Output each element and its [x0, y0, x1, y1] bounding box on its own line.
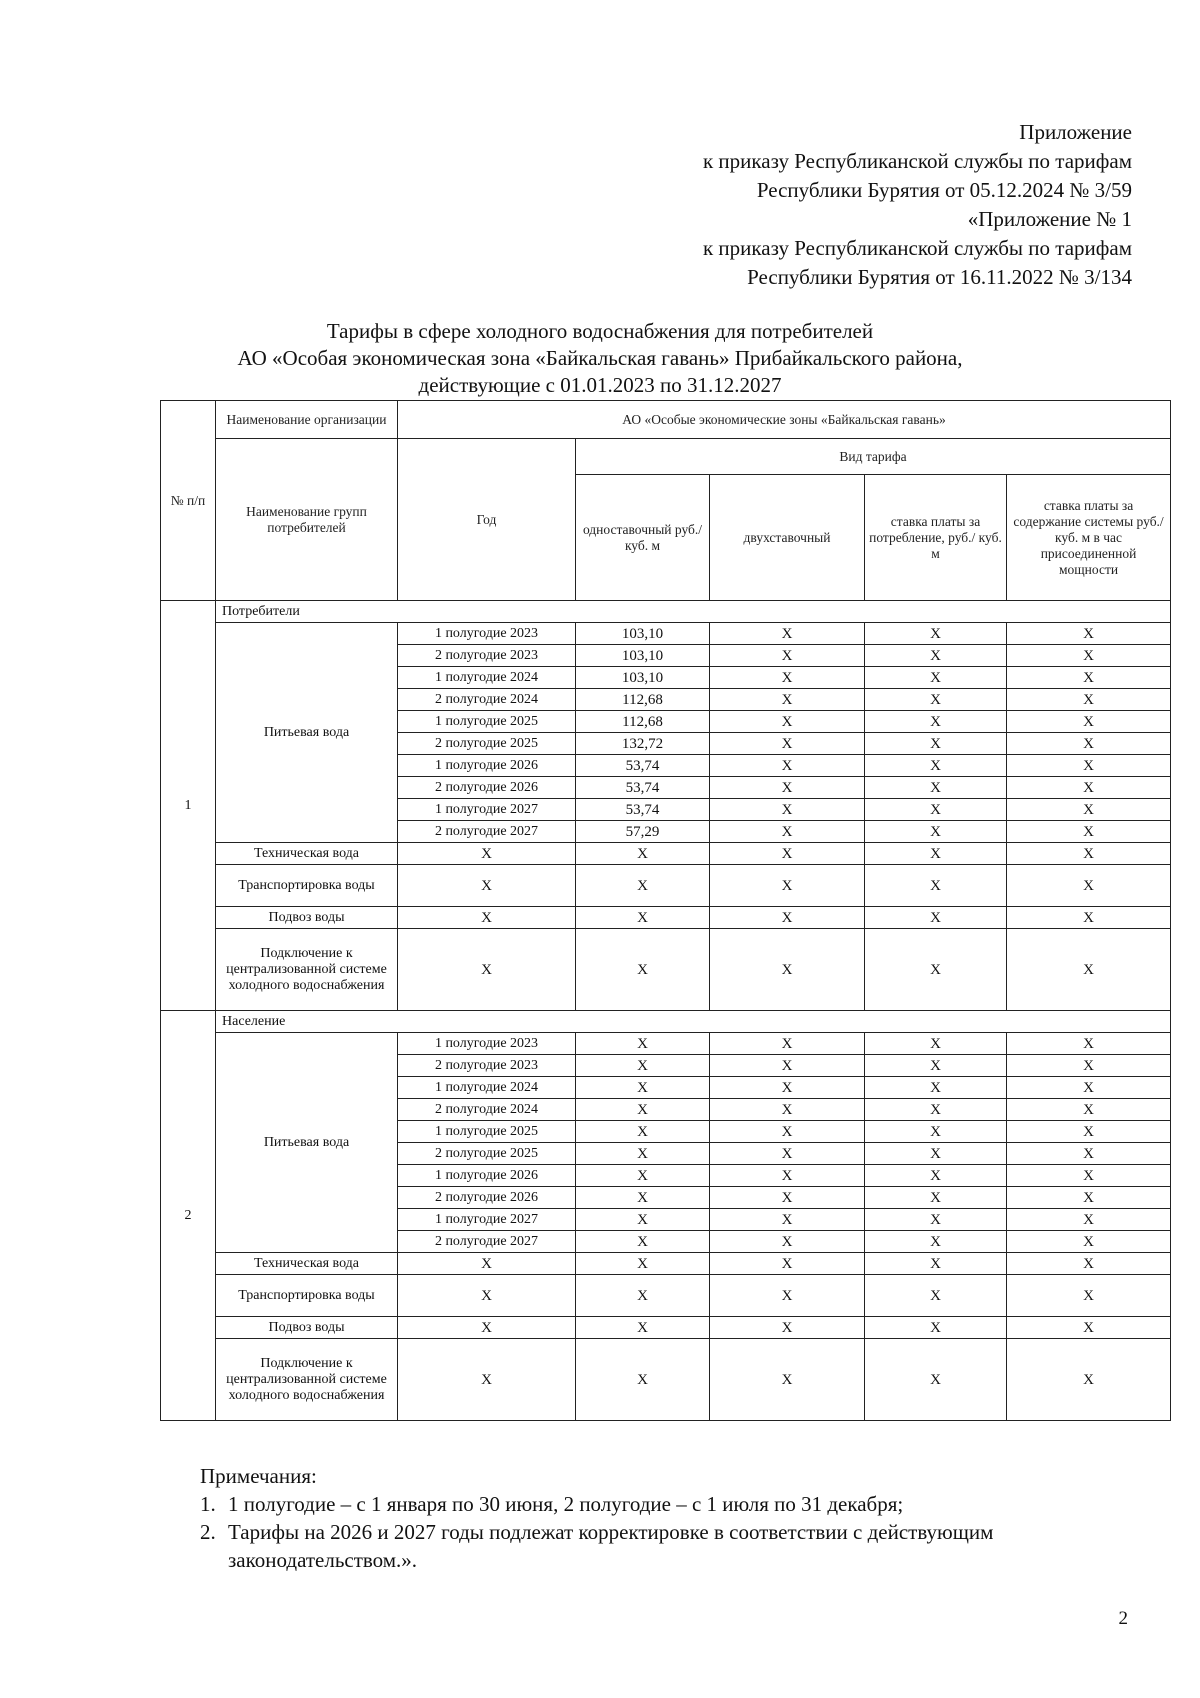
value-cell: X — [865, 1033, 1007, 1055]
value-cell: X — [710, 1275, 865, 1317]
value-cell: X — [865, 1187, 1007, 1209]
section-number: 2 — [161, 1011, 216, 1421]
value-cell: X — [576, 929, 710, 1011]
section-row — [161, 601, 1171, 623]
value-cell: X — [865, 1231, 1007, 1253]
note-number: 2. — [200, 1520, 216, 1544]
table-row — [161, 1317, 1171, 1339]
value-cell: X — [1007, 777, 1171, 799]
tariff-table — [160, 400, 1171, 1421]
value-cell: 112,68 — [576, 689, 710, 711]
value-cell: X — [576, 1231, 710, 1253]
note-item — [200, 1490, 1178, 1518]
value-cell: X — [576, 843, 710, 865]
col-groups-header: Наименование групп потребителей — [216, 439, 398, 601]
col-tariff-header: ставка платы за содержание системы руб./куб. м в час присоединенной мощности — [1007, 475, 1171, 601]
value-cell: X — [576, 1209, 710, 1231]
value-cell: X — [865, 1339, 1007, 1421]
period-cell: 1 полугодие 2027 — [398, 1209, 576, 1231]
value-cell: X — [710, 1253, 865, 1275]
value-cell: X — [1007, 711, 1171, 733]
period-cell: 2 полугодие 2023 — [398, 1055, 576, 1077]
value-cell: X — [1007, 1121, 1171, 1143]
group-name-cell: Подключение к централизованной системе холодного водоснабжения — [216, 929, 398, 1011]
period-cell: 1 полугодие 2025 — [398, 1121, 576, 1143]
note-number: 1. — [200, 1492, 216, 1516]
value-cell: X — [865, 777, 1007, 799]
period-cell: 2 полугодие 2025 — [398, 1143, 576, 1165]
value-cell: X — [865, 865, 1007, 907]
value-cell: X — [865, 1077, 1007, 1099]
value-cell: X — [710, 929, 865, 1011]
value-cell: X — [710, 667, 865, 689]
value-cell: X — [1007, 865, 1171, 907]
period-cell: 1 полугодие 2026 — [398, 1165, 576, 1187]
value-cell: X — [1007, 799, 1171, 821]
value-cell: X — [1007, 1231, 1171, 1253]
value-cell: X — [865, 645, 1007, 667]
tariff-table-body — [161, 401, 1171, 1421]
table-row — [161, 907, 1171, 929]
note-text: 1 полугодие – с 1 января по 30 июня, 2 полугодие – с 1 июля по 31 декабря; — [228, 1492, 904, 1516]
value-cell: X — [398, 843, 576, 865]
value-cell: X — [710, 821, 865, 843]
value-cell: X — [710, 1165, 865, 1187]
note-item — [200, 1518, 1178, 1574]
value-cell: X — [865, 843, 1007, 865]
period-cell: 1 полугодие 2024 — [398, 1077, 576, 1099]
value-cell: X — [865, 1055, 1007, 1077]
value-cell: X — [1007, 1339, 1171, 1421]
group-name-cell: Подключение к централизованной системе холодного водоснабжения — [216, 1339, 398, 1421]
value-cell: 53,74 — [576, 799, 710, 821]
group-name-cell: Подвоз воды — [216, 907, 398, 929]
col-year-header: Год — [398, 439, 576, 601]
col-tariff-header: двухставочный — [710, 475, 865, 601]
title-line: Тарифы в сфере холодного водоснабжения для потребителей — [326, 319, 874, 343]
value-cell: X — [1007, 1077, 1171, 1099]
notes-heading: Примечания: — [200, 1464, 317, 1488]
value-cell: X — [576, 1317, 710, 1339]
value-cell: X — [865, 667, 1007, 689]
value-cell: X — [710, 777, 865, 799]
value-cell: X — [710, 755, 865, 777]
table-row — [161, 865, 1171, 907]
header-line: Республики Бурятия от 05.12.2024 № 3/59 — [756, 178, 1132, 202]
document-title — [150, 318, 1050, 399]
value-cell: X — [576, 1055, 710, 1077]
value-cell: X — [576, 1099, 710, 1121]
value-cell: X — [576, 865, 710, 907]
value-cell: X — [710, 865, 865, 907]
header-line: к приказу Республиканской службы по тарифам — [702, 149, 1132, 173]
col-org-header: Наименование организации — [216, 401, 398, 439]
value-cell: X — [1007, 1317, 1171, 1339]
table-row — [161, 929, 1171, 1011]
value-cell: X — [710, 1317, 865, 1339]
table-row — [161, 1275, 1171, 1317]
value-cell: X — [710, 1099, 865, 1121]
period-cell: 2 полугодие 2025 — [398, 733, 576, 755]
value-cell: X — [576, 1339, 710, 1421]
value-cell: X — [398, 865, 576, 907]
value-cell: X — [398, 929, 576, 1011]
value-cell: X — [710, 907, 865, 929]
table-row — [161, 1033, 1171, 1055]
value-cell: X — [576, 1253, 710, 1275]
period-cell: 1 полугодие 2023 — [398, 1033, 576, 1055]
org-name: АО «Особые экономические зоны «Байкальская гавань» — [398, 401, 1171, 439]
header-line: «Приложение № 1 — [967, 207, 1132, 231]
period-cell: 1 полугодие 2023 — [398, 623, 576, 645]
note-text: Тарифы на 2026 и 2027 годы подлежат корректировке в соответствии с действующим законодательством.». — [228, 1520, 994, 1572]
value-cell: 53,74 — [576, 755, 710, 777]
value-cell: X — [865, 907, 1007, 929]
value-cell: 103,10 — [576, 667, 710, 689]
value-cell: X — [576, 1143, 710, 1165]
value-cell: X — [398, 1339, 576, 1421]
value-cell: X — [865, 623, 1007, 645]
value-cell: X — [576, 1121, 710, 1143]
value-cell: X — [710, 1055, 865, 1077]
value-cell: X — [1007, 907, 1171, 929]
value-cell: X — [1007, 1253, 1171, 1275]
page-number: 2 — [1118, 1608, 1128, 1629]
value-cell: X — [865, 1165, 1007, 1187]
section-number: 1 — [161, 601, 216, 1011]
value-cell: X — [865, 733, 1007, 755]
group-name-cell: Техническая вода — [216, 1253, 398, 1275]
title-line: действующие с 01.01.2023 по 31.12.2027 — [418, 373, 782, 397]
value-cell: 132,72 — [576, 733, 710, 755]
period-cell: 2 полугодие 2024 — [398, 689, 576, 711]
col-tariff-header: ставка платы за потребление, руб./ куб. м — [865, 475, 1007, 601]
value-cell: X — [398, 1253, 576, 1275]
period-cell: 2 полугодие 2027 — [398, 821, 576, 843]
value-cell: X — [576, 1187, 710, 1209]
value-cell: X — [865, 1253, 1007, 1275]
value-cell: X — [710, 1143, 865, 1165]
value-cell: X — [710, 689, 865, 711]
period-cell: 1 полугодие 2026 — [398, 755, 576, 777]
period-cell: 2 полугодие 2026 — [398, 777, 576, 799]
value-cell: X — [398, 1275, 576, 1317]
value-cell: 57,29 — [576, 821, 710, 843]
section-name: Население — [216, 1011, 1171, 1033]
value-cell: X — [1007, 1033, 1171, 1055]
value-cell: X — [1007, 1165, 1171, 1187]
value-cell: X — [576, 1077, 710, 1099]
table-row — [161, 843, 1171, 865]
group-name-cell: Транспортировка воды — [216, 865, 398, 907]
table-row — [161, 1339, 1171, 1421]
value-cell: X — [710, 1209, 865, 1231]
value-cell: X — [398, 1317, 576, 1339]
value-cell: X — [710, 799, 865, 821]
value-cell: X — [865, 755, 1007, 777]
header-line: к приказу Республиканской службы по тарифам — [702, 236, 1132, 260]
value-cell: X — [710, 1231, 865, 1253]
value-cell: X — [1007, 1143, 1171, 1165]
value-cell: X — [710, 1339, 865, 1421]
drinking-water-label: Питьевая вода — [216, 623, 398, 843]
value-cell: X — [710, 733, 865, 755]
value-cell: X — [710, 1077, 865, 1099]
header-line: Приложение — [1019, 120, 1132, 144]
value-cell: X — [865, 1275, 1007, 1317]
value-cell: X — [1007, 1209, 1171, 1231]
value-cell: X — [1007, 1187, 1171, 1209]
value-cell: X — [1007, 645, 1171, 667]
period-cell: 1 полугодие 2027 — [398, 799, 576, 821]
value-cell: X — [576, 1165, 710, 1187]
group-name-cell: Подвоз воды — [216, 1317, 398, 1339]
value-cell: X — [576, 1033, 710, 1055]
value-cell: X — [865, 1143, 1007, 1165]
drinking-water-label: Питьевая вода — [216, 1033, 398, 1253]
value-cell: X — [1007, 929, 1171, 1011]
tariff-type-header: Вид тарифа — [576, 439, 1171, 475]
value-cell: 103,10 — [576, 645, 710, 667]
value-cell: X — [1007, 1055, 1171, 1077]
col-tariff-header: одноставочный руб./ куб. м — [576, 475, 710, 601]
value-cell: 53,74 — [576, 777, 710, 799]
notes — [200, 1462, 1178, 1574]
value-cell: X — [1007, 1275, 1171, 1317]
col-no-header: № п/п — [161, 401, 216, 601]
value-cell: X — [865, 799, 1007, 821]
header-line: Республики Бурятия от 16.11.2022 № 3/134 — [747, 265, 1132, 289]
section-name: Потребители — [216, 601, 1171, 623]
value-cell: X — [1007, 843, 1171, 865]
value-cell: X — [710, 645, 865, 667]
value-cell: X — [865, 929, 1007, 1011]
group-name-cell: Транспортировка воды — [216, 1275, 398, 1317]
table-row — [161, 623, 1171, 645]
period-cell: 1 полугодие 2025 — [398, 711, 576, 733]
value-cell: X — [1007, 821, 1171, 843]
value-cell: X — [865, 1209, 1007, 1231]
section-row — [161, 1011, 1171, 1033]
value-cell: X — [710, 1121, 865, 1143]
value-cell: X — [1007, 623, 1171, 645]
value-cell: X — [710, 711, 865, 733]
value-cell: X — [1007, 733, 1171, 755]
value-cell: X — [865, 1317, 1007, 1339]
value-cell: X — [1007, 755, 1171, 777]
value-cell: X — [576, 907, 710, 929]
value-cell: X — [865, 711, 1007, 733]
value-cell: X — [865, 1121, 1007, 1143]
title-line: АО «Особая экономическая зона «Байкальская гавань» Прибайкальского района, — [237, 346, 963, 370]
value-cell: X — [576, 1275, 710, 1317]
value-cell: X — [398, 907, 576, 929]
value-cell: X — [710, 623, 865, 645]
group-name-cell: Техническая вода — [216, 843, 398, 865]
document-header — [703, 118, 1132, 292]
value-cell: X — [1007, 689, 1171, 711]
value-cell: X — [865, 821, 1007, 843]
value-cell: X — [710, 1033, 865, 1055]
period-cell: 2 полугодие 2027 — [398, 1231, 576, 1253]
value-cell: X — [1007, 1099, 1171, 1121]
value-cell: X — [1007, 667, 1171, 689]
value-cell: X — [865, 689, 1007, 711]
period-cell: 2 полугодие 2026 — [398, 1187, 576, 1209]
period-cell: 2 полугодие 2023 — [398, 645, 576, 667]
period-cell: 2 полугодие 2024 — [398, 1099, 576, 1121]
period-cell: 1 полугодие 2024 — [398, 667, 576, 689]
value-cell: 112,68 — [576, 711, 710, 733]
value-cell: 103,10 — [576, 623, 710, 645]
table-row — [161, 1253, 1171, 1275]
value-cell: X — [710, 1187, 865, 1209]
value-cell: X — [865, 1099, 1007, 1121]
value-cell: X — [710, 843, 865, 865]
